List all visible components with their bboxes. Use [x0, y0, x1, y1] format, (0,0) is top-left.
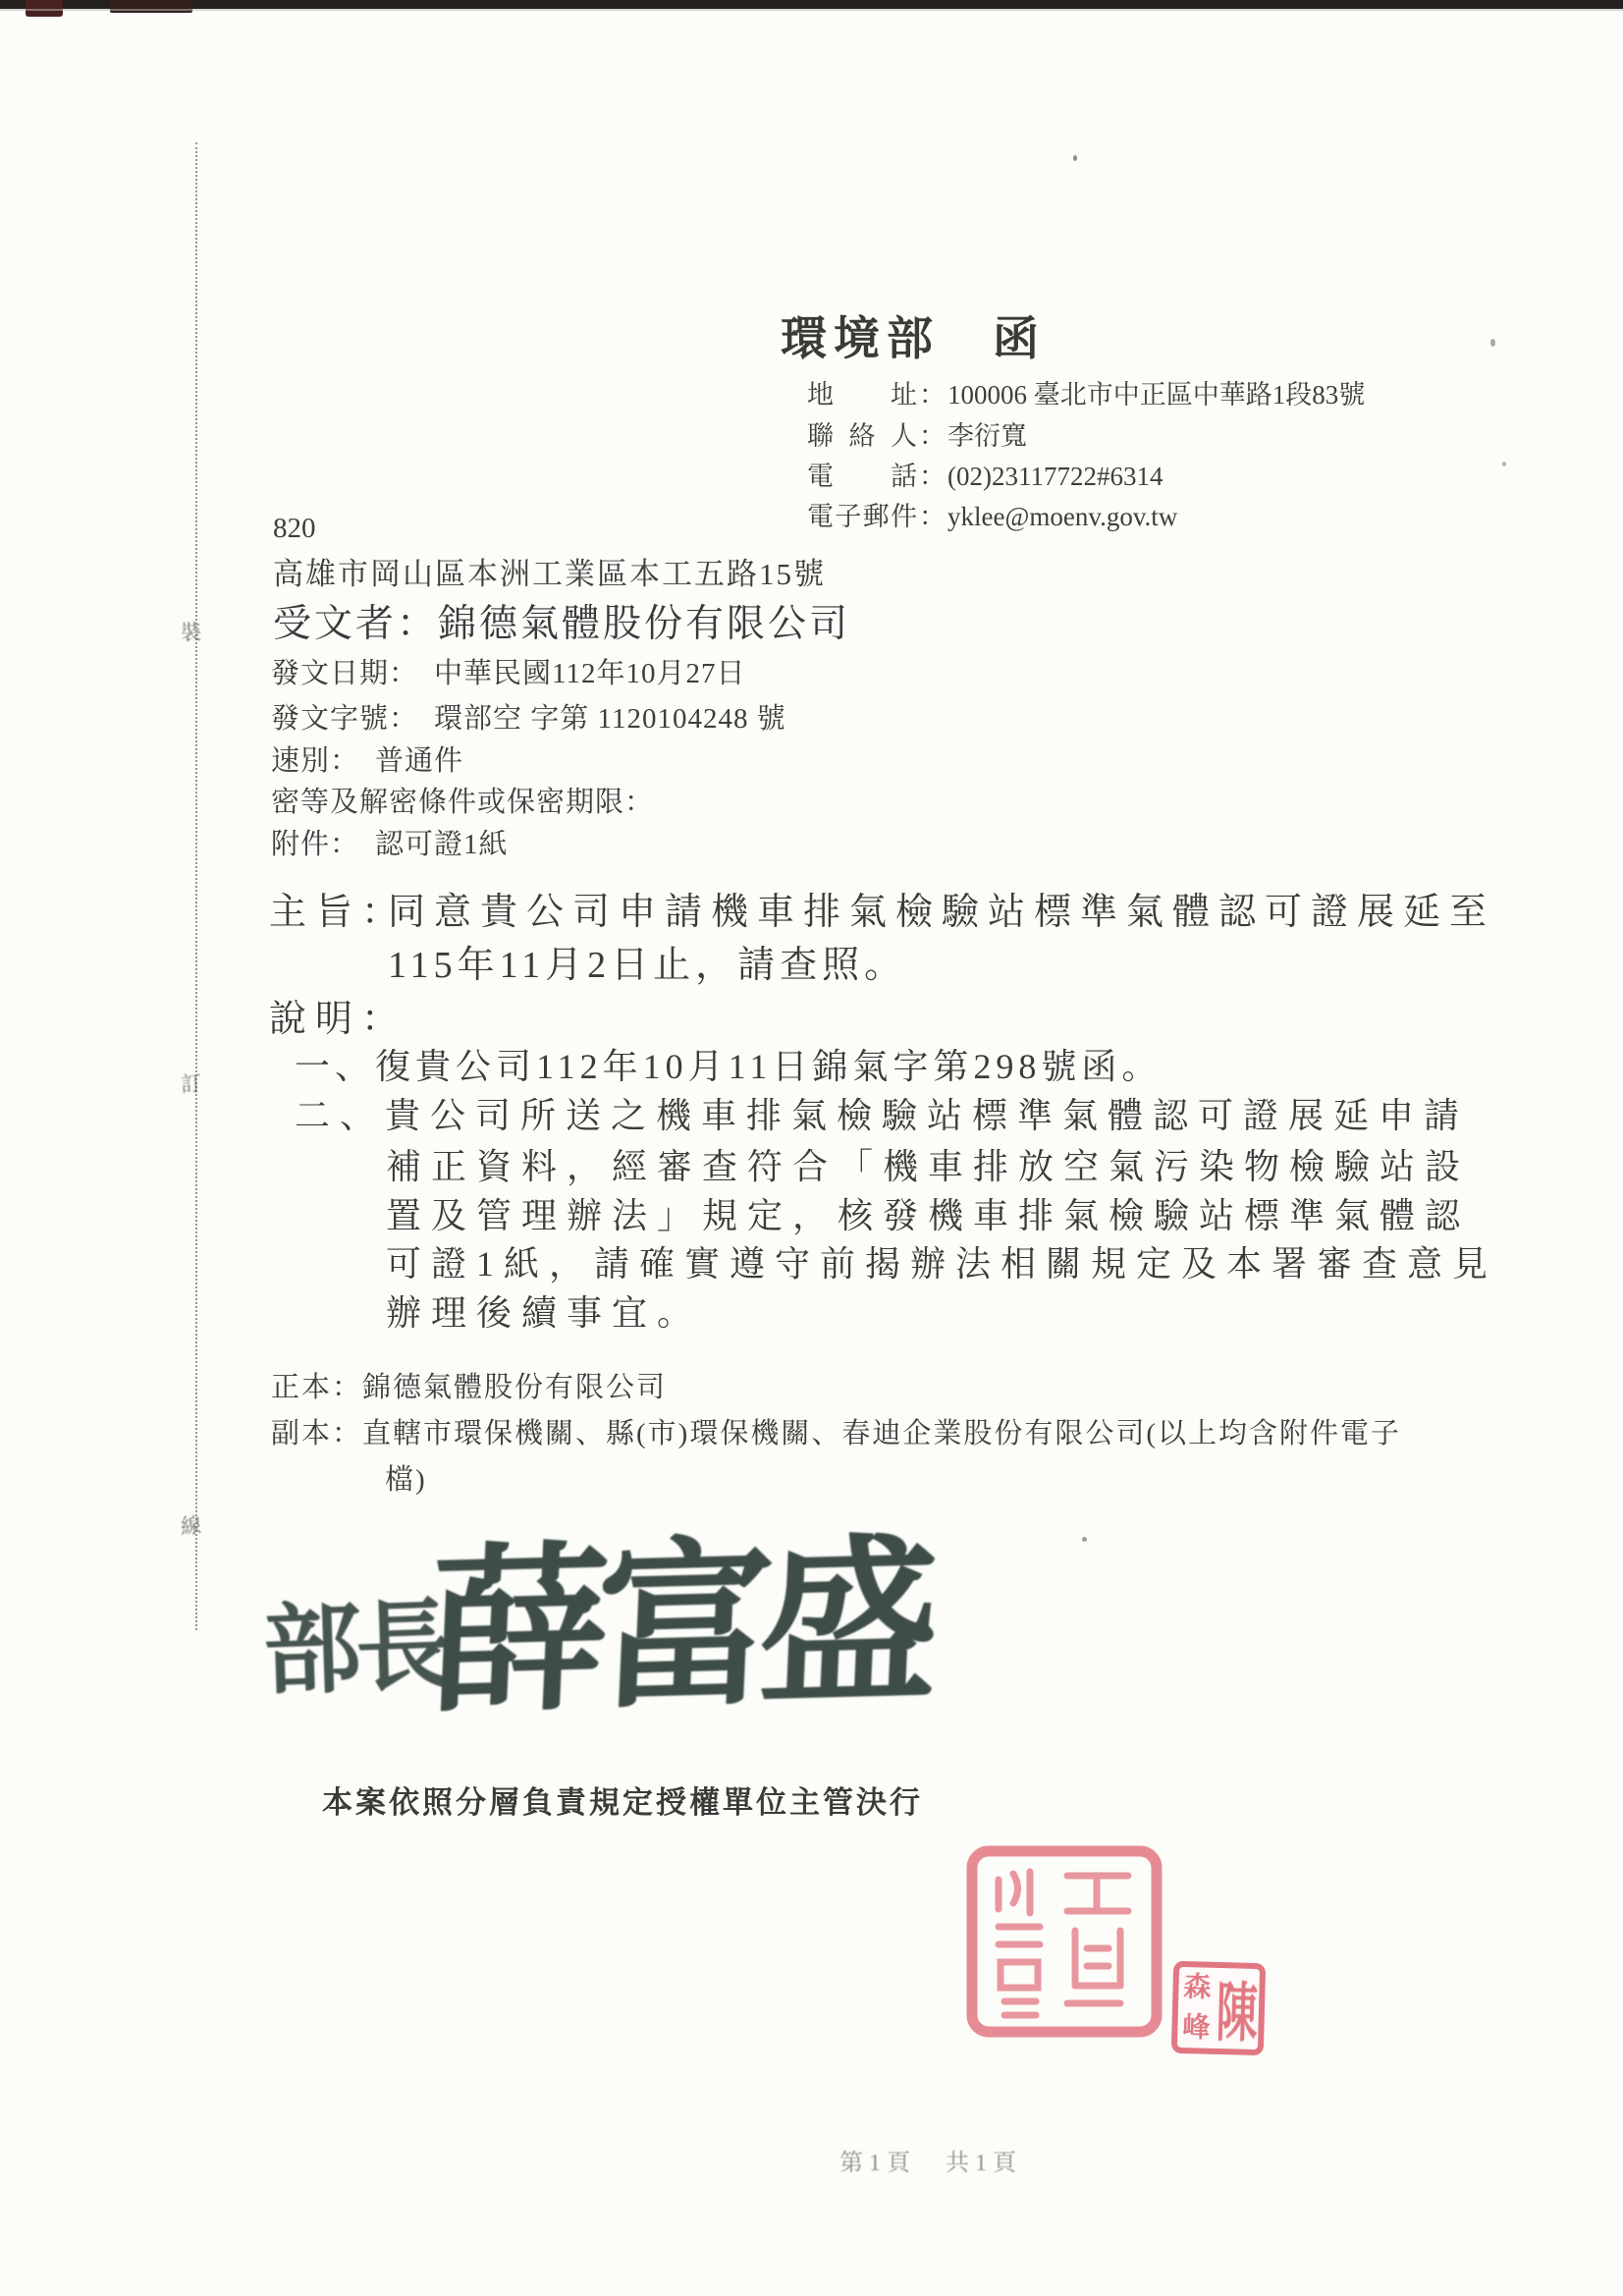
- personal-seal-right-column: [1215, 1968, 1260, 2050]
- explanation-item1: 一、復貴公司112年10月11日錦氣字第298號函。: [295, 1047, 1163, 1086]
- contact-phone-row: [807, 455, 1163, 493]
- doc-security-label: 密等及解密條件或保密期限：: [271, 787, 655, 818]
- personal-seal-left-column: [1177, 1967, 1217, 2049]
- page-number-footer: 第1頁 共1頁: [839, 2151, 1022, 2176]
- scan-speck: [1073, 155, 1077, 161]
- subject-label: 主旨：: [269, 892, 408, 933]
- address-value: 100006 臺北市中正區中華路1段83號: [947, 380, 1366, 410]
- personal-seal: [1171, 1961, 1266, 2055]
- doc-speed-value: 普通件: [375, 745, 464, 777]
- recipient-company: 錦德氣體股份有限公司: [438, 603, 851, 645]
- binding-dotted-line: [195, 142, 197, 1630]
- cc-copy-line1: 副本：直轄市環保機關、縣(市)環保機關、春迪企業股份有限公司(以上均含附件電子: [271, 1418, 1401, 1449]
- contact-person-row: [807, 414, 1027, 453]
- phone-value: (02)23117722#6314: [947, 462, 1163, 491]
- delegation-note: 本案依照分層負責規定授權單位主管決行: [322, 1785, 923, 1820]
- doc-attachment-row: [271, 822, 509, 862]
- contact-email-row: [807, 495, 1177, 533]
- explanation-item2-line4: 可證1紙，請確實遵守前揭辦法相關規定及本署審查意見: [386, 1244, 1498, 1284]
- phone-label: 電話: [807, 462, 917, 491]
- address-label: 地址: [807, 380, 917, 410]
- subject-line1: 同意貴公司申請機車排氣檢驗站標準氣體認可證展延至: [388, 892, 1496, 933]
- seal-char-sen: 森: [1183, 1971, 1212, 2003]
- doc-date-value: 中華民國112年10月27日: [434, 658, 746, 689]
- doc-date-row: [271, 651, 745, 691]
- binding-mark-xian: 線: [180, 1513, 202, 1539]
- scan-speck: [1490, 339, 1495, 347]
- doc-number-label: 發文字號：: [271, 703, 419, 735]
- scan-corner-mark: [110, 0, 192, 13]
- doc-security-row: [271, 780, 654, 820]
- seal-char-feng: 峰: [1181, 2011, 1211, 2044]
- cc-copy-line2: 檔): [385, 1464, 427, 1496]
- recipient-postal-code: 820: [273, 513, 316, 544]
- official-seal: [965, 1844, 1163, 2039]
- minister-title-calligraphy: 部長: [261, 1591, 451, 1708]
- contact-address-row: [807, 373, 1365, 411]
- explanation-item2-line1: 二、貴公司所送之機車排氣檢驗站標準氣體認可證展延申請: [295, 1096, 1470, 1135]
- explanation-item2-line3: 置及管理辦法」規定，核發機車排氣檢驗站標準氣體認: [386, 1196, 1471, 1235]
- scan-speck: [1502, 462, 1506, 466]
- binding-mark-zhuang: 裝: [180, 620, 202, 645]
- doc-attachment-label: 附件：: [271, 829, 360, 860]
- colon: ：: [919, 502, 946, 531]
- doc-number-row: [271, 696, 786, 737]
- recipient-line: [273, 593, 850, 648]
- email-label: 電子郵件: [807, 502, 917, 531]
- minister-signature: 薛富盛: [425, 1524, 930, 1735]
- contact-person-value: 李衍寬: [947, 421, 1027, 451]
- doc-attachment-value: 認可證1紙: [375, 829, 509, 860]
- contact-person-label: 聯絡人: [807, 421, 917, 451]
- original-copy-line: 正本：錦德氣體股份有限公司: [271, 1372, 668, 1403]
- binding-mark-ding: 訂: [180, 1071, 202, 1097]
- colon: ：: [919, 462, 946, 491]
- doc-date-label: 發文日期：: [271, 658, 419, 689]
- doc-number-value: 環部空 字第 1120104248 號: [434, 703, 786, 735]
- explanation-item2-line2: 補正資料，經審查符合「機車排放空氣污染物檢驗站設: [386, 1147, 1471, 1186]
- subject-line2: 115年11月2日止，請查照。: [388, 945, 907, 986]
- scan-edge-artifact: [0, 0, 1623, 9]
- doc-speed-label: 速別：: [271, 745, 360, 777]
- recipient-street-address: 高雄市岡山區本洲工業區本工五路15號: [273, 557, 826, 591]
- seal-char-chen: 陳: [1215, 1979, 1259, 2050]
- email-value: yklee@moenv.gov.tw: [947, 502, 1178, 531]
- explanation-item2-line5: 辦理後續事宜。: [386, 1293, 703, 1333]
- colon: ：: [919, 380, 946, 410]
- recipient-label: 受文者：: [273, 603, 439, 645]
- scan-speck: [1082, 1537, 1087, 1542]
- colon: ：: [919, 421, 946, 451]
- doc-speed-row: [271, 738, 463, 779]
- scan-edge-line: [0, 9, 1623, 11]
- agency-title: 環境部 函: [781, 314, 1046, 365]
- explanation-label: 說明：: [269, 999, 408, 1040]
